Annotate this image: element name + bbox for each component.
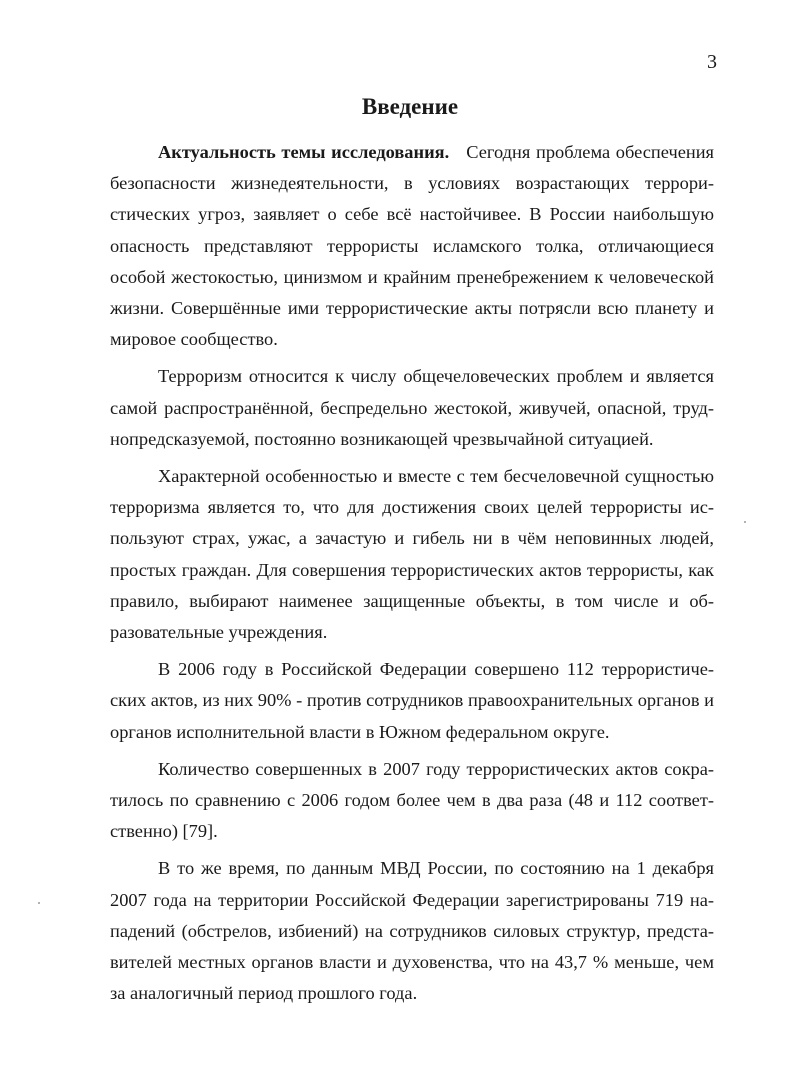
body-text — [110, 137, 714, 1009]
paragraph: Характерной особенностью и вместе с тем бесчеловечной сущностью терроризма является то, что для достижения своих целей террористы используют страх, ужас, а зачастую и гибель ни в чём неповинных людей, простых граждан. Для совершения террористических актов террористы, как правило, выбирают наименее защищенные объекты, в том числе и образовательные учреждения. — [110, 466, 714, 643]
paragraph: Количество совершенных в 2007 году террористических актов сократилось по сравнению с 2006 годом более чем в два раза (48 и 112 соответственно) [79]. — [110, 758, 714, 842]
paragraph: В то же время, по данным МВД России, по состоянию на 1 декабря 2007 года на территории Российской Федерации зарегистрированы 719 нападений (обстрелов, избиений) на сотрудников силовых структур, представителей местных органов власти и духовенства, что на 43,7 % меньше, чем за аналогичный период прошлого года. — [110, 858, 714, 1004]
page-number: 3 — [707, 51, 717, 73]
paragraph: Терроризм относится к числу общечеловеческих проблем и является самой распространённой, беспредельно жестокой, живучей, опасной, труднопредсказуемой, постоянно возникающей чрезвычайной ситуацией. — [110, 366, 714, 449]
paragraph-relevance — [110, 137, 714, 355]
paragraph-lead: Актуальность темы исследования. — [158, 142, 450, 162]
paragraph: В 2006 году в Российской Федерации совершено 112 террористических актов, из них 90% - против сотрудников правоохранительных органов и органов исполнительной власти в Южном федеральном округе. — [110, 659, 714, 742]
paragraph-text: Сегодня проблема обеспечения безопасности жизнедеятельности, в условиях возрастающих террористических угроз, заявляет о себе всё настойчивее. В России наибольшую опасность представляют террористы исламского толка, отличающиеся особой жестокостью, цинизмом и крайним пренебрежением к человеческой жизни. Совершённые ими террористические акты потрясли всю планету и мировое сообщество. — [110, 142, 714, 350]
scan-artifact — [744, 521, 746, 523]
scan-artifact — [38, 902, 40, 904]
page-title: Введение — [361, 94, 459, 119]
